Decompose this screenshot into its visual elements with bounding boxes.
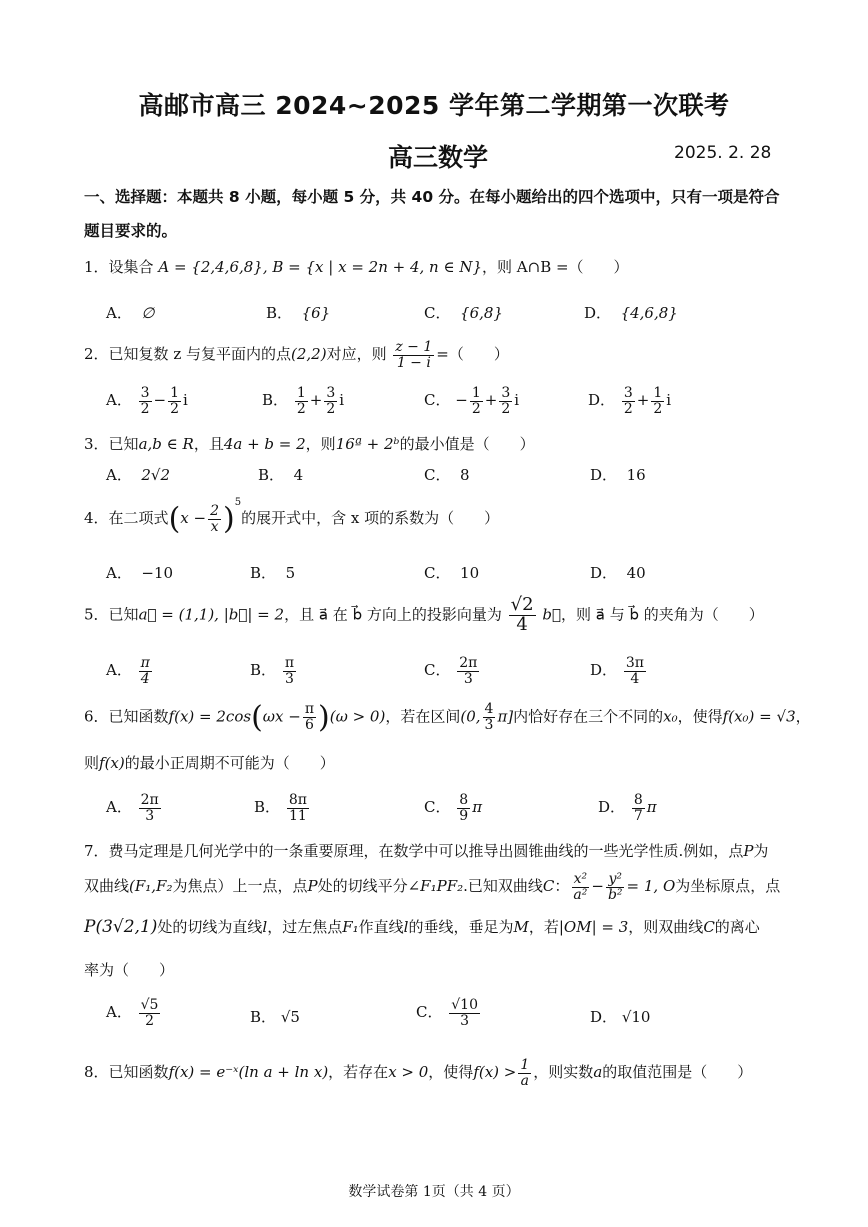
question-8: 8．已知函数f(x) = e⁻ˣ(ln a + ln x)，若存在x > 0，使得f(x) > $\frac{1}{a}$ ，则实数a的取值范围是（ ） [84,1057,753,1089]
question-4: 4．在二项式(x − $\frac{2}{x}$ )$^5$的展开式中，含 x 项的系数为（ ） [84,497,500,537]
page-title: 高邮市高三 2024~2025 学年第二学期第一次联考 [138,91,730,120]
q1-option-d[interactable]: D． {4,6,8} [584,304,678,322]
question-text: 设集合 [108,258,154,276]
question-tail: ，则 A∩B =（ ） [482,258,629,276]
question-number: 1． [84,258,109,276]
q2-option-a[interactable]: A． $\frac{3}{2}$ − $\frac{1}{2}$ i [106,385,188,417]
q5-option-d[interactable]: D． $\frac{3\pi}{4}$ [590,655,644,687]
q6-option-d[interactable]: D． $\frac{8}{7}$ π [598,792,657,824]
q5-option-a[interactable]: A． $\frac{\pi}{4}$ [106,655,150,687]
q7-option-d[interactable]: D． √10 [590,1008,651,1026]
q2-option-c[interactable]: C． − $\frac{1}{2}$ + $\frac{3}{2}$ i [424,385,520,417]
q3-option-d[interactable]: D． 16 [590,466,646,484]
q6-option-b[interactable]: B． $\frac{8\pi}{11}$ [254,792,307,824]
fraction: $\frac{z - 1}{1 - i}$ [395,339,433,371]
question-1 [84,256,629,277]
q4-option-b[interactable]: B． 5 [250,564,296,582]
q6-option-c[interactable]: C． $\frac{8}{9}$ π [424,792,483,824]
question-6: 6．已知函数f(x) = 2cos(ωx − $\frac{\pi}{6}$ )(ω > 0)，若在区间(0, $\frac{4}{3}$ π]内恰好存在三个不同的x₀，使得f(x₀) = √3， [84,700,811,735]
q2-option-d[interactable]: D． $\frac{3}{2}$ + $\frac{1}{2}$ i [588,385,672,417]
question-2: 2．已知复数 z 与复平面内的点(2,2)对应，则 $\frac{z - 1}{1 - i}$ =（ ） [84,339,509,371]
question-7-line3: P(3√2,1)处的切线为直线l，过左焦点F₁作直线l的垂线，垂足为M，若|OM| = 3，则双曲线C的离心 [84,917,760,937]
exam-date: 2025. 2. 28 [674,143,772,163]
q3-option-a[interactable]: A． 2√2 [106,466,171,484]
q1-option-c[interactable]: C． {6,8} [424,304,503,322]
question-6-line2: 则f(x)的最小正周期不可能为（ ） [84,754,335,772]
q6-option-a[interactable]: A． $\frac{2\pi}{3}$ [106,792,159,824]
q4-option-d[interactable]: D． 40 [590,564,646,582]
q7-option-c[interactable]: C． $\frac{√10}{3}$ [416,997,479,1029]
q1-option-a[interactable]: A． ∅ [106,304,155,322]
section-heading: 一、选择题：本题共 8 小题，每小题 5 分，共 40 分。在每小题给出的四个选项中，只有一项是符合题目要求的。 [84,188,780,240]
q3-option-b[interactable]: B． 4 [258,466,304,484]
subject-title: 高三数学 [388,143,489,172]
question-7-line2: 双曲线(F₁,F₂为焦点）上一点，点P处的切线平分∠F₁PF₂.已知双曲线C： $\frac{\text{x²}}{\text{a²}}$ − $\frac{\text{y²}}{\text{b²}}$ = 1, O为坐标原点，点 [84,871,781,903]
q4-option-a[interactable]: A． −10 [106,564,174,582]
q2-option-b[interactable]: B． $\frac{1}{2}$ + $\frac{3}{2}$ i [262,385,345,417]
q5-option-b[interactable]: B． $\frac{\pi}{3}$ [250,655,295,687]
q7-option-a[interactable]: A． $\frac{√5}{2}$ [106,997,159,1029]
question-7: 7．费马定理是几何光学中的一条重要原理，在数学中可以推导出圆锥曲线的一些光学性质.例如，点P为 [84,842,769,860]
question-5: 5．已知a⃗ = (1,1), |b⃗| = 2，且 a⃗ 在 b⃗ 方向上的投影向量为 $\frac{√2}{4}$ b⃗，则 a⃗ 与 b⃗ 的夹角为（ ） [84,594,764,635]
question-7-line4: 率为（ ） [84,961,175,979]
q4-option-c[interactable]: C． 10 [424,564,480,582]
math-expression: A = {2,4,6,8}, B = {x | x = 2n + 4, n ∈ N} [158,258,483,276]
question-3: 3．已知a,b ∈ R，且4a + b = 2，则16ª + 2ᵇ的最小值是（ ） [84,435,535,453]
q3-option-c[interactable]: C． 8 [424,466,470,484]
page-footer: 数学试卷第 1页（共 4 页） [348,1184,520,1200]
q1-option-b[interactable]: B． {6} [266,304,331,322]
q7-option-b[interactable]: B． √5 [250,1008,300,1026]
q5-option-c[interactable]: C． $\frac{2\pi}{3}$ [424,655,478,687]
